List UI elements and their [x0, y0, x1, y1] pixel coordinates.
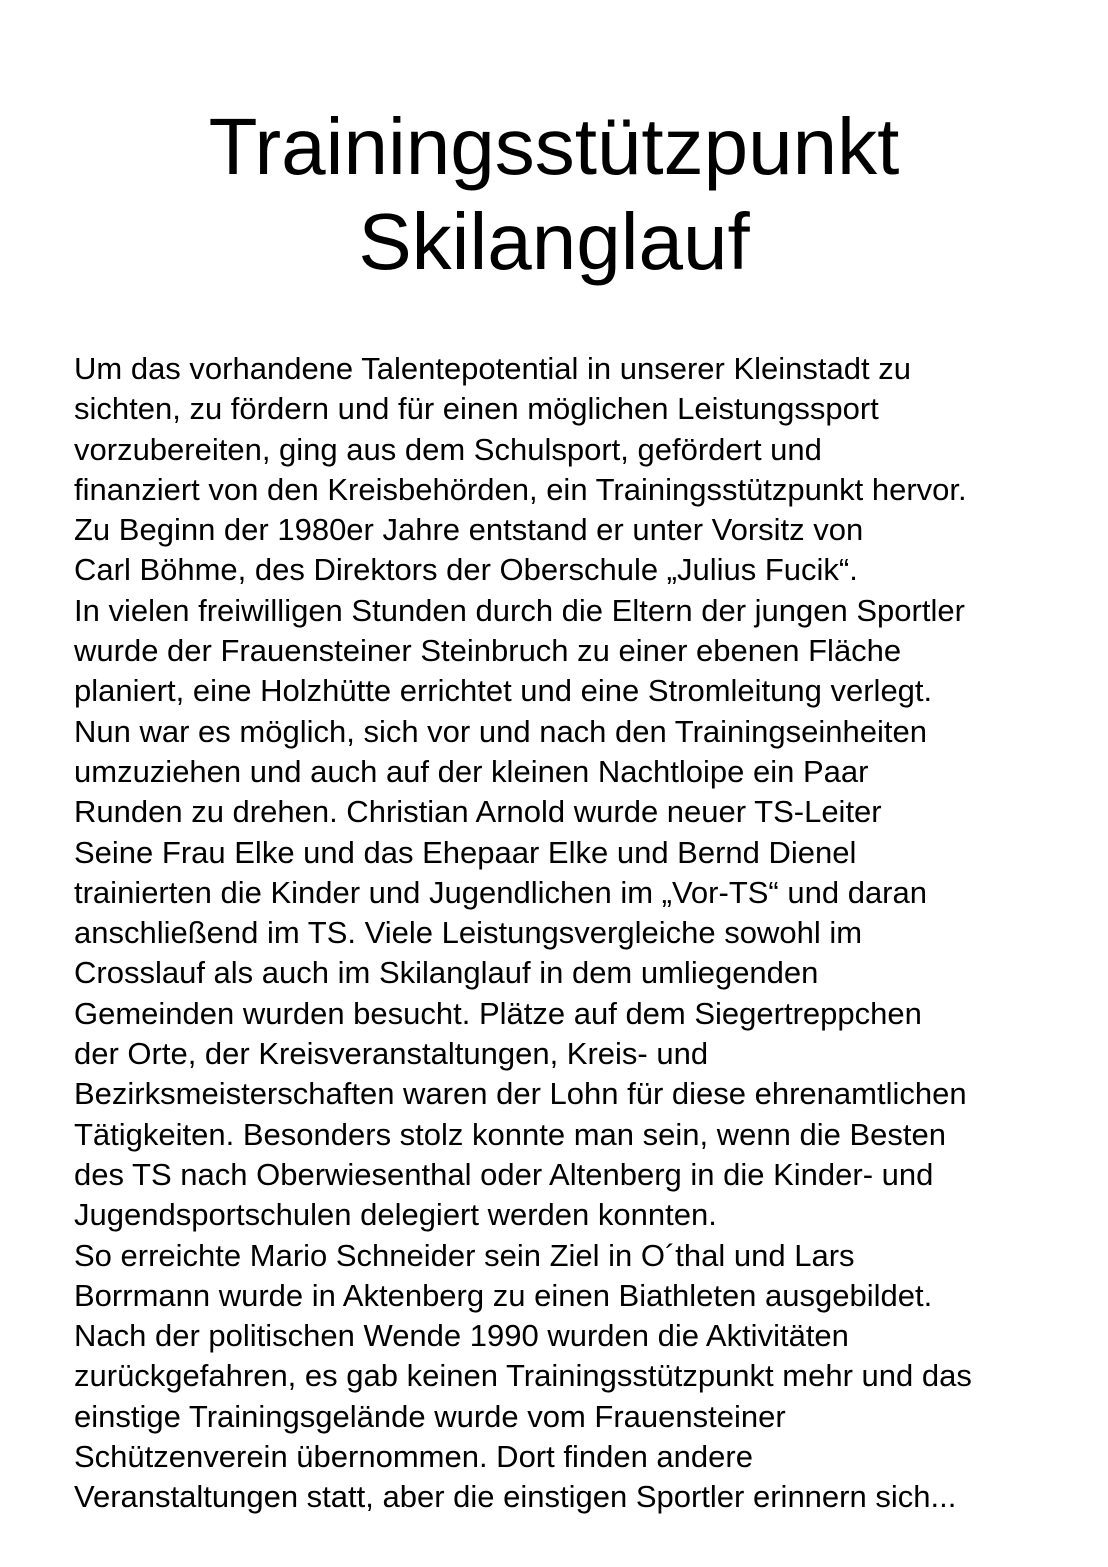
text-line: Jugendsportschulen delegiert werden konnten. [74, 1197, 717, 1233]
text-line: wurde der Frauensteiner Steinbruch zu einer ebenen Fläche [74, 633, 902, 669]
text-line: In vielen freiwilligen Stunden durch die Eltern der jungen Sportler [74, 592, 965, 628]
page-title-line-2: Skilanglauf [358, 197, 750, 286]
text-line: des TS nach Oberwiesenthal oder Altenberg in die Kinder- und [74, 1156, 934, 1192]
text-line: der Orte, der Kreisveranstaltungen, Kreis- und [74, 1036, 709, 1072]
text-line: Nach der politischen Wende 1990 wurden die Aktivitäten [74, 1318, 849, 1354]
text-line: Crosslauf als auch im Skilanglauf in dem umliegenden [74, 955, 819, 991]
text-line: Borrmann wurde in Aktenberg zu einen Biathleten ausgebildet. [74, 1277, 933, 1313]
text-line: Bezirksmeisterschaften waren der Lohn für diese ehrenamtlichen [74, 1076, 967, 1112]
text-line: umzuziehen und auch auf der kleinen Nachtloipe ein Paar [74, 753, 869, 789]
text-line: Schützenverein übernommen. Dort finden andere [74, 1439, 753, 1475]
page-title-line-1: Trainingsstützpunkt [208, 102, 900, 191]
text-line: vorzubereiten, ging aus dem Schulsport, gefördert und [74, 431, 822, 467]
text-line: Tätigkeiten. Besonders stolz konnte man sein, wenn die Besten [74, 1116, 946, 1152]
text-line: planiert, eine Holzhütte errichtet und eine Stromleitung verlegt. [74, 673, 933, 709]
text-line: finanziert von den Kreisbehörden, ein Trainingsstützpunkt hervor. [74, 471, 967, 507]
body-paragraph [74, 349, 972, 1518]
text-line: Zu Beginn der 1980er Jahre entstand er unter Vorsitz von [74, 512, 864, 548]
text-line: zurückgefahren, es gab keinen Trainingsstützpunkt mehr und das [74, 1358, 972, 1394]
text-line: einstige Trainingsgelände wurde vom Frauensteiner [74, 1398, 786, 1434]
text-line: sichten, zu fördern und für einen möglichen Leistungssport [74, 391, 879, 427]
text-line: Runden zu drehen. Christian Arnold wurde neuer TS-Leiter [74, 794, 882, 830]
text-line: Nun war es möglich, sich vor und nach den Trainingseinheiten [74, 713, 927, 749]
text-line: trainierten die Kinder und Jugendlichen im „Vor-TS“ und daran [74, 874, 927, 910]
text-line: anschließend im TS. Viele Leistungsvergleiche sowohl im [74, 915, 863, 951]
text-line: Gemeinden wurden besucht. Plätze auf dem Siegertreppchen [74, 995, 922, 1031]
text-line: Seine Frau Elke und das Ehepaar Elke und Bernd Dienel [74, 834, 857, 870]
text-line: Veranstaltungen statt, aber die einstigen Sportler erinnern sich... [74, 1479, 957, 1515]
text-line: So erreichte Mario Schneider sein Ziel in O´thal und Lars [74, 1237, 855, 1273]
text-line: Um das vorhandene Talentepotential in unserer Kleinstadt zu [74, 351, 911, 386]
text-line: Carl Böhme, des Direktors der Oberschule „Julius Fucik“. [74, 552, 858, 588]
